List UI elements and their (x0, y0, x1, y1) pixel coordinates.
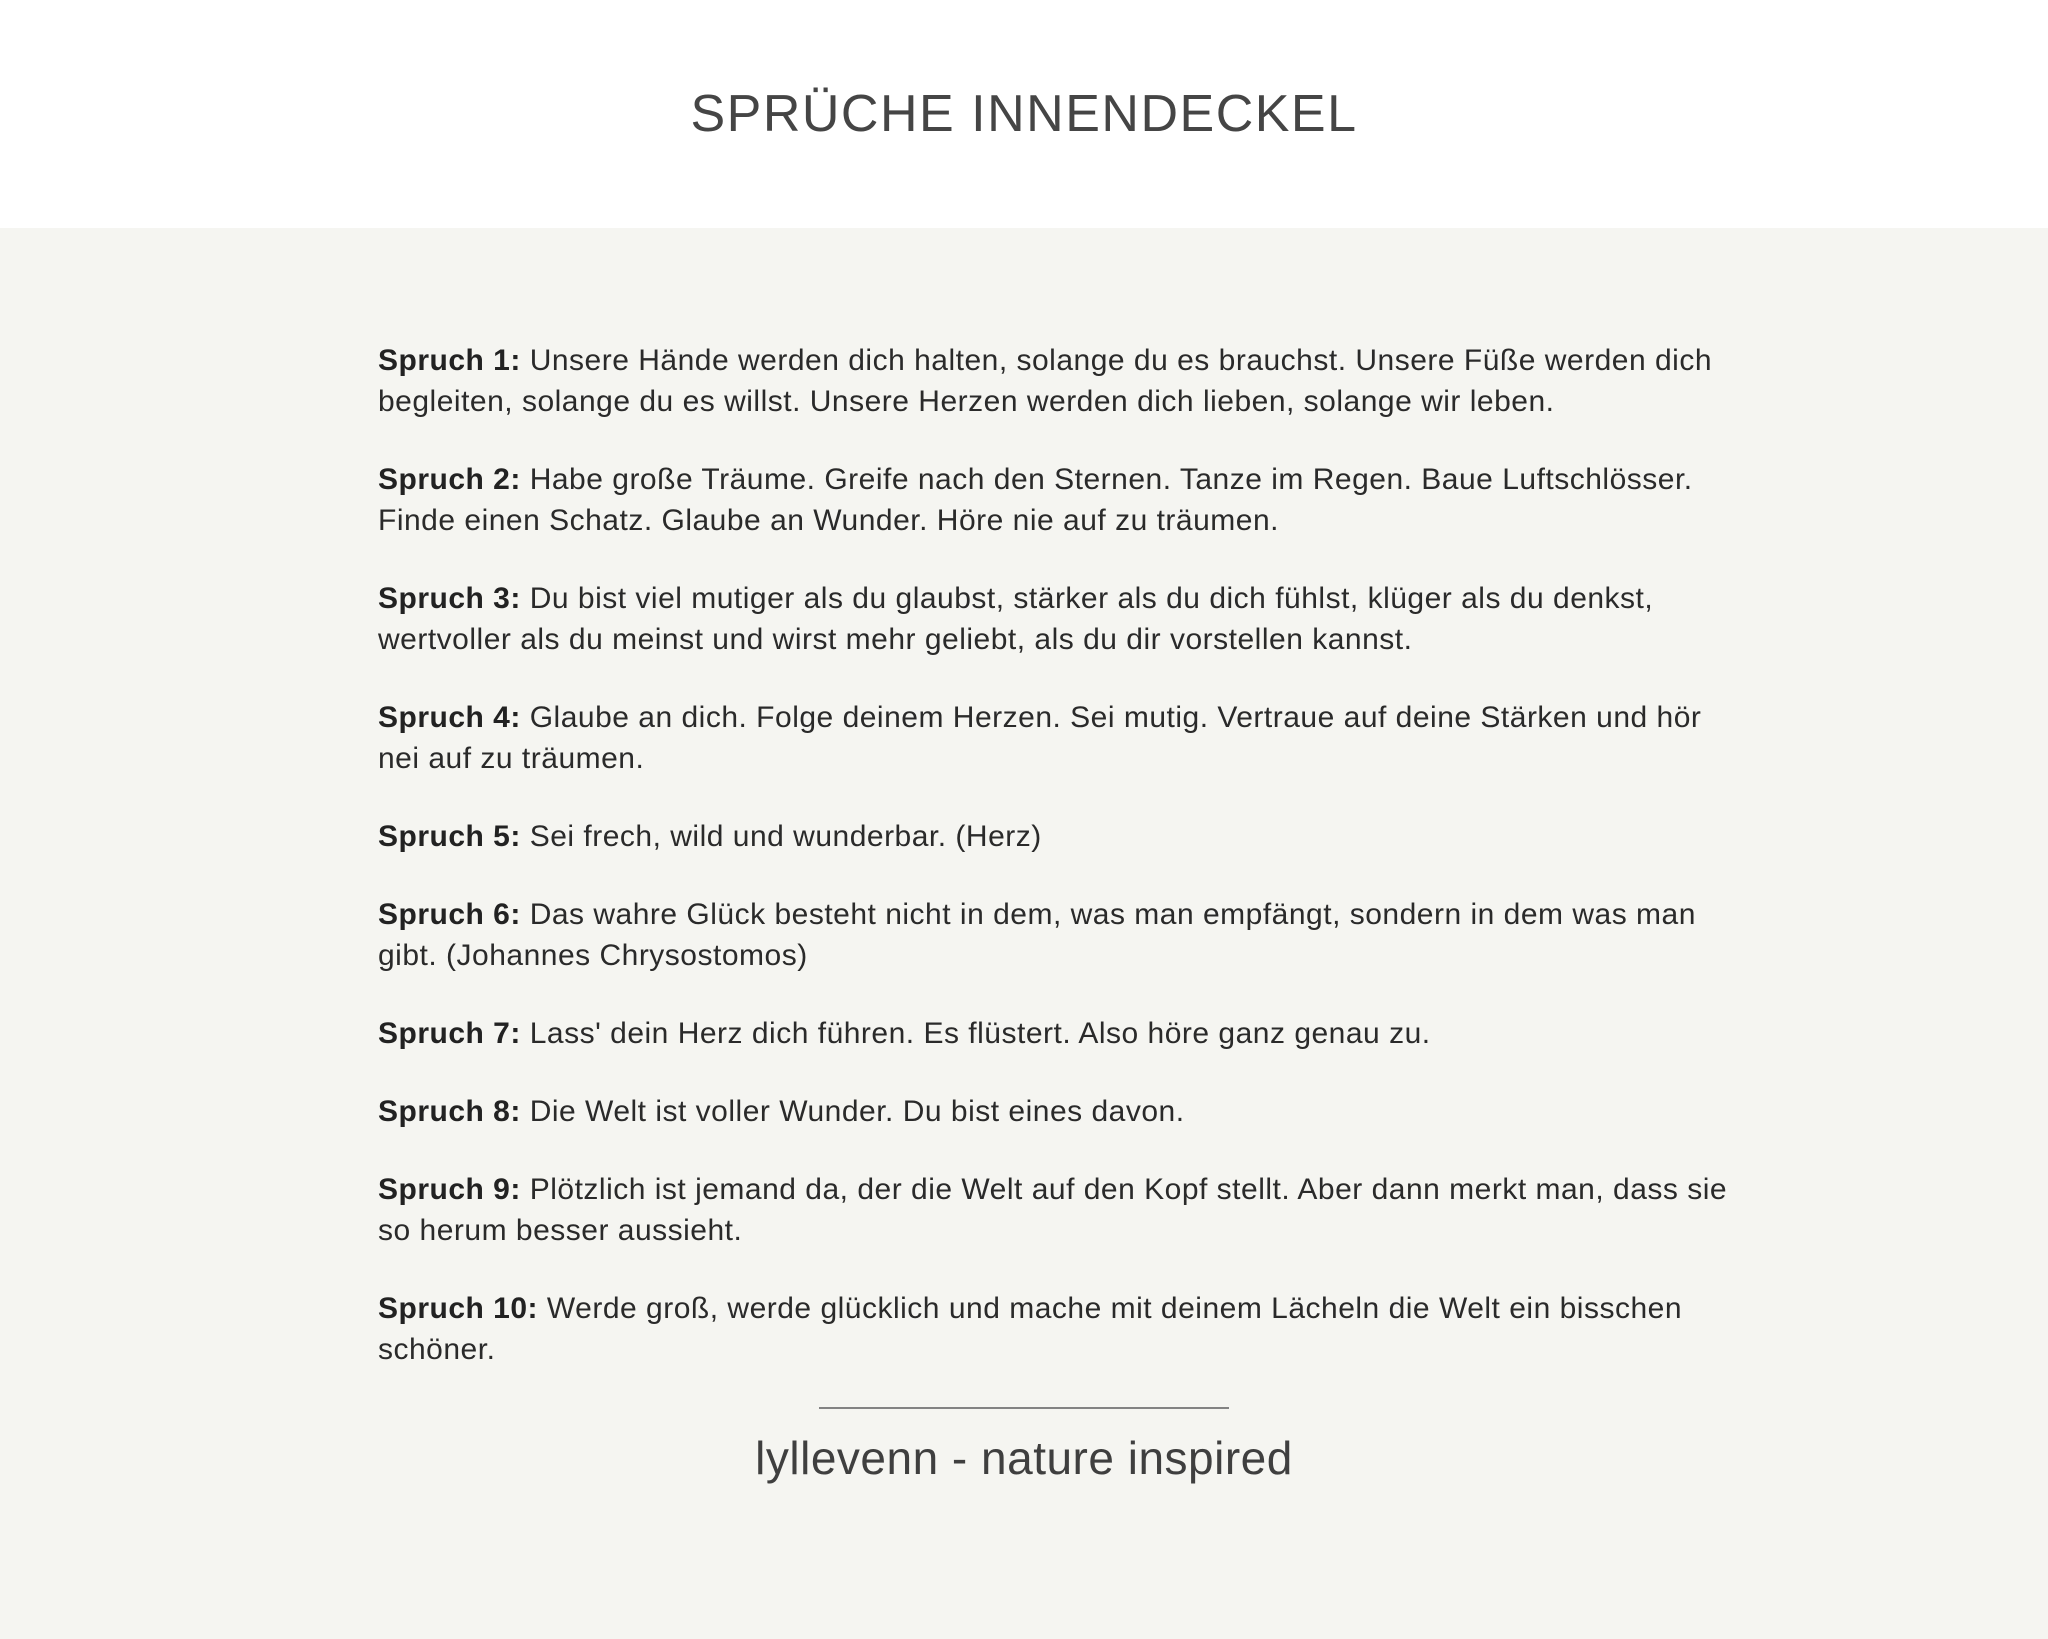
spruch-item-4 (378, 697, 1738, 779)
sprueche-list (378, 228, 1738, 1370)
spruch-label: Spruch 10: (378, 1292, 539, 1325)
spruch-text: Sei frech, wild und wunderbar. (Herz) (529, 820, 1042, 853)
spruch-item-5 (378, 816, 1738, 857)
spruch-label: Spruch 2: (378, 463, 521, 496)
spruch-label: Spruch 5: (378, 820, 521, 853)
spruch-text: Plötzlich ist jemand da, der die Welt auf den Kopf stellt. Aber dann merkt man, dass sie so herum besser aussieht. (378, 1173, 1728, 1247)
spruch-label: Spruch 8: (378, 1095, 521, 1128)
spruch-label: Spruch 4: (378, 701, 521, 734)
spruch-label: Spruch 3: (378, 582, 521, 615)
spruch-text: Habe große Träume. Greife nach den Sternen. Tanze im Regen. Baue Luftschlösser. Finde einen Schatz. Glaube an Wunder. Höre nie auf zu träumen. (378, 463, 1693, 537)
spruch-item-8 (378, 1091, 1738, 1132)
spruch-label: Spruch 9: (378, 1173, 521, 1206)
spruch-text: Unsere Hände werden dich halten, solange du es brauchst. Unsere Füße werden dich begleiten, solange du es willst. Unsere Herzen werden dich lieben, solange wir leben. (378, 344, 1713, 418)
spruch-text: Werde groß, werde glücklich und mache mit deinem Lächeln die Welt ein bisschen schöner. (378, 1292, 1683, 1366)
footer (0, 1431, 2048, 1485)
spruch-label: Spruch 1: (378, 344, 521, 377)
spruch-text: Lass' dein Herz dich führen. Es flüstert. Also höre ganz genau zu. (529, 1017, 1431, 1050)
spruch-item-3 (378, 578, 1738, 660)
spruch-text: Glaube an dich. Folge deinem Herzen. Sei mutig. Vertraue auf deine Stärken und hör nei auf zu träumen. (378, 701, 1702, 775)
header (0, 0, 2048, 228)
spruch-label: Spruch 6: (378, 898, 521, 931)
footer-divider (819, 1407, 1229, 1409)
spruch-text: Die Welt ist voller Wunder. Du bist eines davon. (529, 1095, 1185, 1128)
page-title: SPRÜCHE INNENDECKEL (690, 85, 1358, 143)
spruch-item-9 (378, 1169, 1738, 1251)
spruch-text: Das wahre Glück besteht nicht in dem, was man empfängt, sondern in dem was man gibt. (Johannes Chrysostomos) (378, 898, 1696, 972)
brand-text: lyllevenn - nature inspired (755, 1432, 1293, 1484)
spruch-item-7 (378, 1013, 1738, 1054)
spruch-item-2 (378, 459, 1738, 541)
spruch-label: Spruch 7: (378, 1017, 521, 1050)
spruch-text: Du bist viel mutiger als du glaubst, stärker als du dich fühlst, klüger als du denkst, wertvoller als du meinst und wirst mehr geliebt, als du dir vorstellen kannst. (378, 582, 1654, 656)
spruch-item-1 (378, 340, 1738, 422)
spruch-item-10 (378, 1288, 1738, 1370)
spruch-item-6 (378, 894, 1738, 976)
